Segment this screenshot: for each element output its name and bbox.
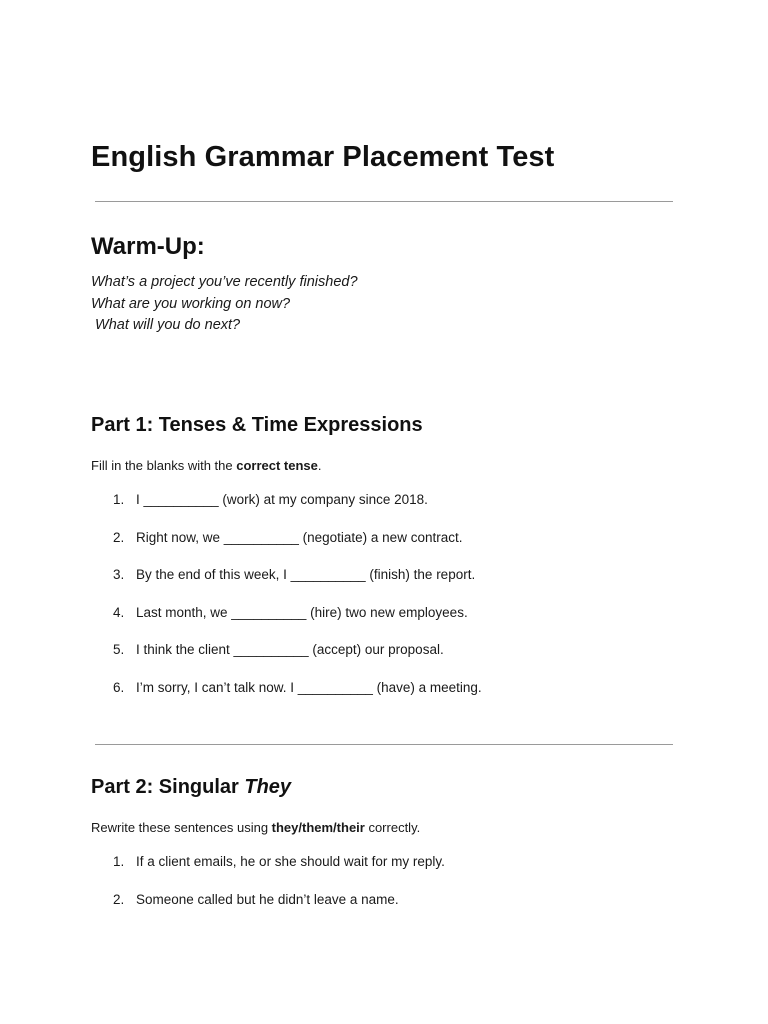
list-item xyxy=(91,567,482,605)
item-text: Someone called but he didn’t leave a name. xyxy=(136,891,399,907)
warmup-question: What are you working on now? xyxy=(91,295,291,312)
instruction-emphasis: they/them/their xyxy=(271,820,365,835)
list-item xyxy=(91,530,482,568)
instruction-text: Rewrite these sentences using xyxy=(91,820,272,835)
horizontal-divider xyxy=(95,744,673,745)
item-number: 3. xyxy=(113,567,125,582)
item-number: 2. xyxy=(113,891,125,907)
item-number: 6. xyxy=(113,679,125,695)
item-number: 4. xyxy=(113,604,125,620)
item-number: 2. xyxy=(113,529,125,545)
list-item xyxy=(91,892,445,930)
item-text: Last month, we __________ (hire) two new employees. xyxy=(136,604,468,620)
list-item xyxy=(91,680,482,718)
part1-heading: Part 1: Tenses & Time Expressions xyxy=(91,414,423,436)
list-item xyxy=(91,854,445,892)
part2-heading xyxy=(91,776,291,799)
list-item xyxy=(91,492,482,530)
item-text: I think the client __________ (accept) our proposal. xyxy=(136,642,444,657)
item-number: 1. xyxy=(113,854,125,869)
item-text: If a client emails, he or she should wait for my reply. xyxy=(136,854,445,869)
item-text: Right now, we __________ (negotiate) a new contract. xyxy=(136,529,463,545)
warmup-question: What’s a project you’ve recently finished? xyxy=(91,274,358,290)
part2-question-list xyxy=(91,854,445,929)
warmup-question: What will you do next? xyxy=(91,317,241,333)
instruction-text: Fill in the blanks with the xyxy=(91,458,237,473)
item-number: 1. xyxy=(113,492,125,507)
list-item xyxy=(91,642,482,680)
instruction-text: correctly. xyxy=(364,820,421,835)
item-number: 5. xyxy=(113,642,125,657)
horizontal-divider xyxy=(95,201,673,202)
part1-question-list xyxy=(91,492,482,717)
item-text: I __________ (work) at my company since 2018. xyxy=(136,492,428,507)
item-text: By the end of this week, I __________ (finish) the report. xyxy=(136,567,476,582)
instruction-text: . xyxy=(317,458,322,473)
part1-instruction xyxy=(91,458,322,473)
instruction-emphasis: correct tense xyxy=(236,458,318,473)
heading-emphasis: They xyxy=(244,776,292,798)
warmup-questions xyxy=(91,272,358,337)
list-item xyxy=(91,605,482,643)
heading-text: Part 2: Singular xyxy=(91,776,245,798)
warmup-heading: Warm-Up: xyxy=(91,233,205,260)
item-text: I’m sorry, I can’t talk now. I __________ (have) a meeting. xyxy=(136,679,482,695)
part2-instruction xyxy=(91,820,420,835)
page-title: English Grammar Placement Test xyxy=(91,141,555,173)
